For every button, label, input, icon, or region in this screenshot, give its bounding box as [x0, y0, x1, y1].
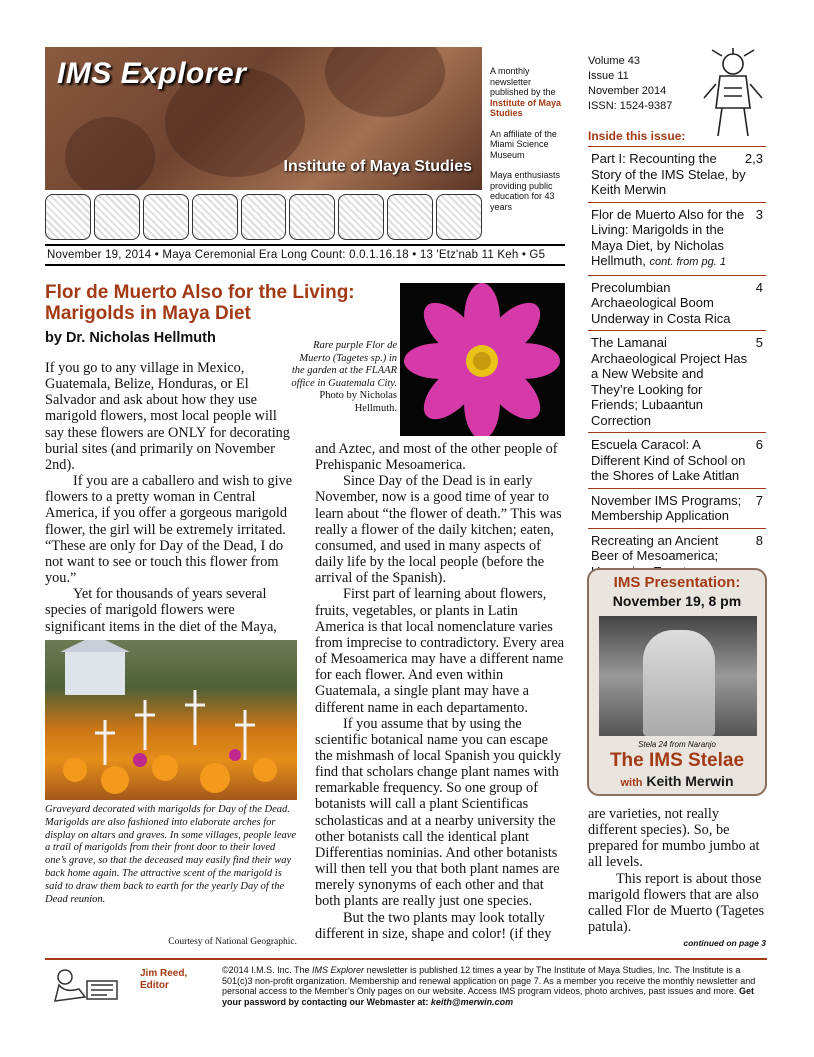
date-bar: November 19, 2014 • Maya Ceremonial Era Long Count: 0.0.1.16.18 • 13 'Etz'nab 11 Keh • G5 — [45, 244, 565, 266]
presentation-heading: IMS Presentation: — [613, 574, 741, 591]
with-label: with — [620, 777, 643, 789]
flower-caption — [290, 340, 397, 415]
continued-note: continued on page 3 — [683, 938, 766, 948]
paragraph: If you go to any village in Mexico, Guatemala, Belize, Honduras, or El Salvador and ask about how they use marigold flowers, most local people will say these flowers are ONLY for decorating burial sites (and primarily on November 2nd). — [45, 360, 290, 473]
affiliate-line2: An affiliate of the Miami Science Museum — [490, 128, 557, 160]
issn: ISSN: 1524-9387 — [588, 100, 673, 112]
affiliate-info — [490, 66, 572, 222]
stela-shape — [643, 630, 715, 736]
article-column-3 — [588, 806, 766, 941]
toc-item[interactable] — [588, 330, 766, 432]
glyph-icon — [45, 194, 91, 240]
toc-item[interactable] — [588, 432, 766, 488]
footer-divider — [45, 958, 767, 960]
issue-info — [588, 54, 708, 114]
toc-item[interactable] — [588, 202, 766, 275]
paragraph: and Aztec, and most of the other people of Prehispanic Mesoamerica. — [315, 441, 558, 474]
toc-item-title: Escuela Caracol: A Different Kind of School on the Shores of Lake Atitlan — [591, 437, 746, 483]
paragraph: If you assume that by using the scientific botanical name you can escape the mishmash of local Spanish you quickly find that scholars change plant names with remarkable frequency. So one group of botanists will call a plant Scientificas scholasticas and at a nearby university the other botanists call the identical plant Differentias nominias. And other botanists will then tell you that both plant names are merely synonyms of each other and that both plants are really just one species. — [315, 715, 562, 910]
toc-item-page: 8 — [755, 532, 763, 548]
issue-date: November 2014 — [588, 85, 667, 97]
toc-item-title: Precolumbian Archaeological Boom Underway in Costa Rica — [591, 279, 731, 326]
volume: Volume 43 — [588, 55, 640, 67]
article-byline: by Dr. Nicholas Hellmuth — [45, 330, 216, 346]
toc-item[interactable] — [588, 488, 766, 528]
footer-copyright: ©2014 I.M.S. Inc. The — [222, 965, 310, 975]
paragraph: Since Day of the Dead is in early November, now is a good time of year to learn about “the flower of death.” This was really a flower of the daily kitchen; eaten, consumed, and used in many aspects of daily life by the local people (before the arrival of the Spanish). — [315, 473, 562, 587]
presentation-title: The IMS Stelae — [609, 750, 745, 771]
toc-item-page: 5 — [755, 335, 763, 350]
glyph-icon — [94, 194, 140, 240]
maya-glyph-row — [45, 194, 482, 240]
paragraph: But the two plants may look totally different in size, shape and color! (if they — [315, 909, 552, 942]
toc-item-page: 7 — [755, 492, 763, 508]
glyph-icon — [436, 194, 482, 240]
affiliate-line1: A monthly newsletter published by the — [490, 66, 556, 97]
issue-number: Issue 11 — [588, 70, 629, 82]
webmaster-email-link[interactable]: keith@merwin.com — [430, 997, 514, 1008]
article-column-2 — [315, 441, 567, 952]
toc-item-page: 4 — [755, 279, 763, 295]
graveyard-caption: Graveyard decorated with marigolds for Day of the Dead. Marigolds are also fashioned into elaborate arches for display on altars and graves. In some villages, people leave a trail of marigolds from their front door to their loved one’s grave, so that the deceased may easily find their way back home again. The attractive scent of the marigold is said to draw them back to earth for the yearly Day of the Dead reunion. — [45, 804, 297, 905]
toc-item-title: The Lamanai Archaeological Project Has a New Website and They’re Looking for Friends; Lubaantun Correction — [591, 335, 748, 428]
toc-heading: Inside this issue: — [588, 129, 686, 143]
toc-item-title: November IMS Programs; Membership Application — [591, 492, 742, 523]
glyph-icon — [289, 194, 335, 240]
graveyard-photo — [45, 640, 297, 800]
editor-reading-icon — [45, 963, 133, 1005]
presentation-speaker-line — [589, 773, 765, 789]
paragraph: First part of learning about flowers, fruits, vegetables, or plants in Latin America is that local nomenclature varies from imprecise to contradictory. Every area of Mesoamerica may have a different name for each flower. And even within Guatemala, a single plant may have a different name in each departamento. — [315, 586, 565, 716]
article-title: Flor de Muerto Also for the Living: Marigolds in Maya Diet — [45, 282, 355, 324]
flower-caption-text: Rare purple Flor de Muerto (Tagetes sp.) in the garden at the FLAAR office in Guatemala City. — [291, 340, 397, 389]
presentation-date: November 19, 8 pm — [612, 593, 742, 609]
toc-item-page: 2,3 — [744, 151, 763, 166]
table-of-contents — [588, 146, 766, 584]
presentation-box — [587, 568, 767, 796]
footer-password-note: Get your password by contacting our Webmaster at: — [222, 986, 754, 1008]
maya-figure-icon — [700, 48, 766, 140]
paragraph: are varieties, not really different species). So, be prepared for mumbo jumbo at all levels. — [588, 806, 760, 871]
toc-item-page: 3 — [755, 206, 763, 222]
editor-credit: Jim Reed, Editor — [140, 968, 188, 991]
footer-text — [222, 965, 767, 1008]
newsletter-title: IMS Explorer — [57, 57, 247, 90]
toc-item-extra: cont. from pg. 1 — [649, 256, 726, 268]
graveyard-credit: Courtesy of National Geographic. — [168, 937, 297, 947]
footer-publication-name: IMS Explorer — [312, 965, 365, 975]
toc-item-title: Flor de Muerto Also for the Living: Marigolds in the Maya Diet, by Nicholas Hellmuth, — [591, 206, 745, 268]
paragraph: If you are a caballero and wish to give flowers to a pretty woman in Central America, if you offer a gorgeous marigold flower, the girl will be extremely irritated. “These are only for Day of the Dead, I do not want to see or touch this flower from you.” — [45, 473, 293, 587]
toc-item[interactable] — [588, 275, 766, 331]
glyph-icon — [143, 194, 189, 240]
paragraph: This report is about those marigold flowers that are also called Flor de Muerto (Tagetes patula). — [588, 870, 765, 936]
affiliate-line3: Maya enthusiasts providing public education for 43 years — [490, 170, 561, 212]
stela-photo — [599, 616, 757, 736]
stela-caption: Stela 24 from Naranjo — [638, 740, 716, 749]
purple-flower-photo — [400, 283, 565, 436]
glyph-icon — [192, 194, 238, 240]
glyph-icon — [241, 194, 287, 240]
toc-item[interactable] — [588, 146, 766, 202]
speaker-name: Keith Merwin — [646, 773, 734, 789]
graveyard-scene-icon — [45, 640, 297, 800]
paragraph: Yet for thousands of years several species of marigold flowers were significant items in the diet of the Maya, — [45, 586, 277, 635]
glyph-icon — [387, 194, 433, 240]
flower-caption-credit: Photo by Nicholas Hellmuth. — [319, 390, 397, 414]
newsletter-subtitle: Institute of Maya Studies — [283, 158, 472, 175]
flower-icon — [400, 283, 565, 436]
masthead-banner — [45, 47, 482, 190]
relief-shape — [65, 117, 155, 190]
toc-item-title: Recreating an Ancient Beer of Mesoamerica; — [591, 532, 719, 563]
affiliate-institute: Institute of Maya Studies — [490, 97, 562, 118]
toc-item-page: 6 — [755, 437, 763, 452]
article-column-1 — [45, 360, 295, 635]
glyph-icon — [338, 194, 384, 240]
footer-description: newsletter is published 12 times a year by The Institute of Maya Studies, Inc. The Institute is a 501(c)3 non-profit organization. Membership and renewal application on page 7. As a member you receive the monthly newsletter and personal access to the Member’s Only pages on our website. Access IMS program videos, photo archives, past issues and more. — [222, 965, 756, 997]
relief-shape — [325, 47, 445, 117]
toc-item-title: Part I: Recounting the Story of the IMS Stelae, by Keith Merwin — [591, 151, 746, 197]
